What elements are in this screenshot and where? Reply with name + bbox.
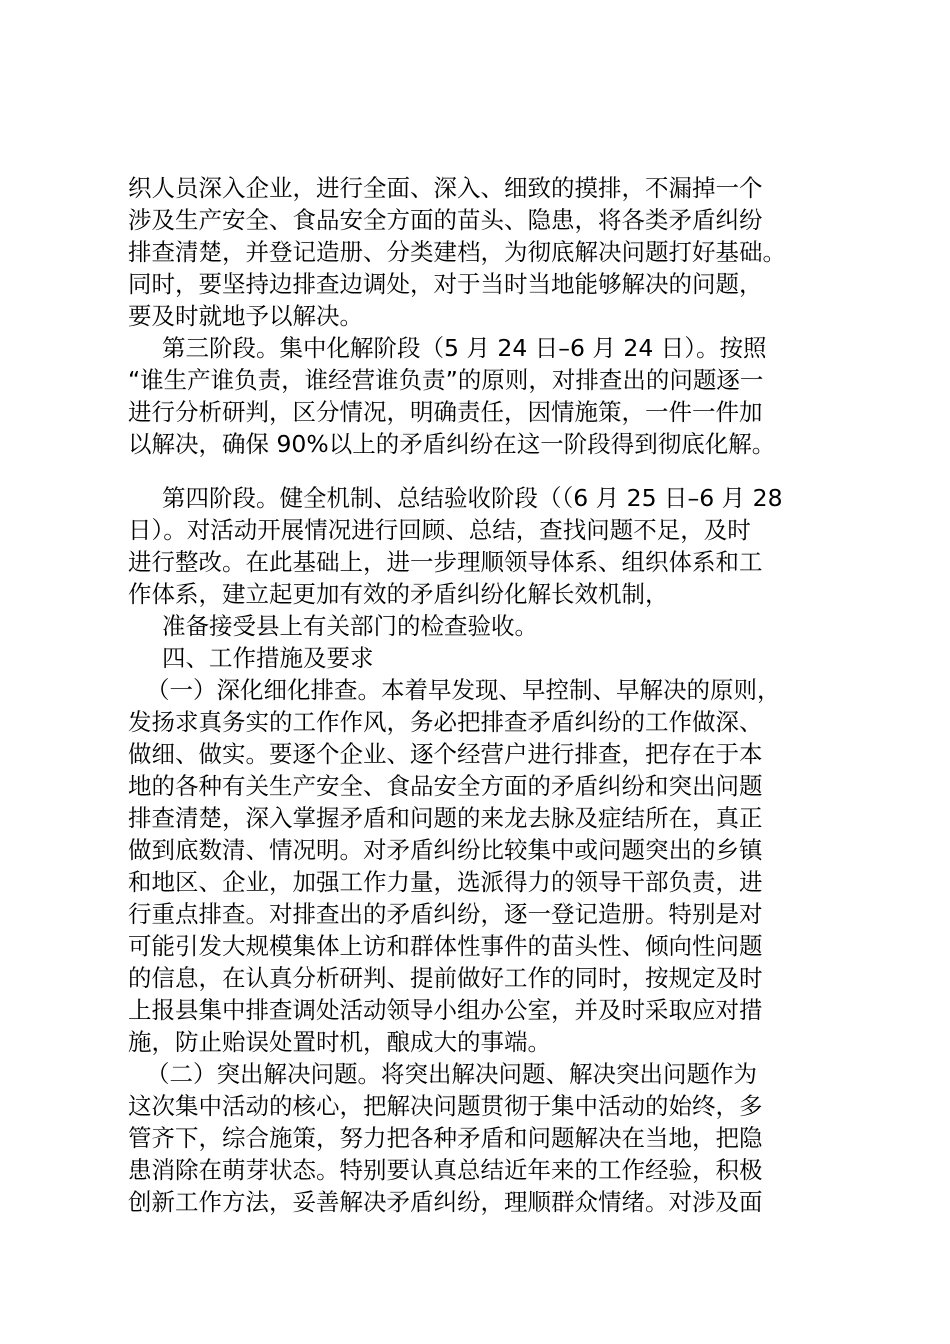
body-text-line: 排查清楚，并登记造册、分类建档，为彻底解决问题打好基础。 <box>128 238 786 266</box>
body-text-line: 行重点排查。对排查出的矛盾纠纷，逐一登记造册。特别是对 <box>128 900 763 928</box>
body-text-line: 日）。对活动开展情况进行回顾、总结，查找问题不足，及时 <box>128 516 751 544</box>
body-text-line: 和地区、企业，加强工作力量，选派得力的领导干部负责，进 <box>128 868 763 896</box>
body-text-line: 做细、做实。要逐个企业、逐个经营户进行排查，把存在于本 <box>128 740 763 768</box>
body-text-line: 管齐下，综合施策，努力把各种矛盾和问题解决在当地，把隐 <box>128 1124 763 1152</box>
body-text-line: 的信息，在认真分析研判、提前做好工作的同时，按规定及时 <box>128 964 763 992</box>
stage-four-heading: 第四阶段。健全机制、总结验收阶段（（6 月 25 日–6 月 28 <box>162 484 783 512</box>
stage-three-heading: 第三阶段。集中化解阶段（5 月 24 日–6 月 24 日）。按照 <box>162 334 767 362</box>
body-text-line: “谁生产谁负责，谁经营谁负责”的原则，对排查出的问题逐一 <box>128 366 764 394</box>
subsection-one-heading: （一）深化细化排查。本着早发现、早控制、早解决的原则， <box>146 676 781 704</box>
body-text-line: 以解决，确保 90%以上的矛盾纠纷在这一阶段得到彻底化解。 <box>128 430 776 458</box>
body-text-line: 发扬求真务实的工作作风，务必把排查矛盾纠纷的工作做深、 <box>128 708 763 736</box>
body-text-line: 患消除在萌芽状态。特别要认真总结近年来的工作经验，积极 <box>128 1156 763 1184</box>
body-text-line: 上报县集中排查调处活动领导小组办公室，并及时采取应对措 <box>128 996 763 1024</box>
body-text-line: 涉及生产安全、食品安全方面的苗头、隐患，将各类矛盾纠纷 <box>128 206 763 234</box>
subsection-two-heading: （二）突出解决问题。将突出解决问题、解决突出问题作为 <box>146 1060 757 1088</box>
body-text-line: 可能引发大规模集体上访和群体性事件的苗头性、倾向性问题 <box>128 932 763 960</box>
body-text-line: 织人员深入企业，进行全面、深入、细致的摸排，不漏掉一个 <box>128 174 763 202</box>
body-text-line: 作体系，建立起更加有效的矛盾纠纷化解长效机制， <box>128 580 669 608</box>
section-heading: 四、工作措施及要求 <box>162 644 374 672</box>
body-text-line: 同时，要坚持边排查边调处，对于当时当地能够解决的问题， <box>128 270 763 298</box>
body-text-line: 要及时就地予以解决。 <box>128 302 363 330</box>
body-text-line: 创新工作方法，妥善解决矛盾纠纷，理顺群众情绪。对涉及面 <box>128 1188 763 1216</box>
body-text-line: 进行分析研判，区分情况，明确责任，因情施策，一件一件加 <box>128 398 763 426</box>
body-text-line: 地的各种有关生产安全、食品安全方面的矛盾纠纷和突出问题 <box>128 772 763 800</box>
body-text-line: 进行整改。在此基础上，进一步理顺领导体系、组织体系和工 <box>128 548 763 576</box>
body-text-line: 准备接受县上有关部门的检查验收。 <box>162 612 538 640</box>
body-text-line: 这次集中活动的核心，把解决问题贯彻于集中活动的始终，多 <box>128 1092 763 1120</box>
body-text-line: 排查清楚，深入掌握矛盾和问题的来龙去脉及症结所在，真正 <box>128 804 763 832</box>
body-text-line: 做到底数清、情况明。对矛盾纠纷比较集中或问题突出的乡镇 <box>128 836 763 864</box>
body-text-line: 施，防止贻误处置时机，酿成大的事端。 <box>128 1028 551 1056</box>
